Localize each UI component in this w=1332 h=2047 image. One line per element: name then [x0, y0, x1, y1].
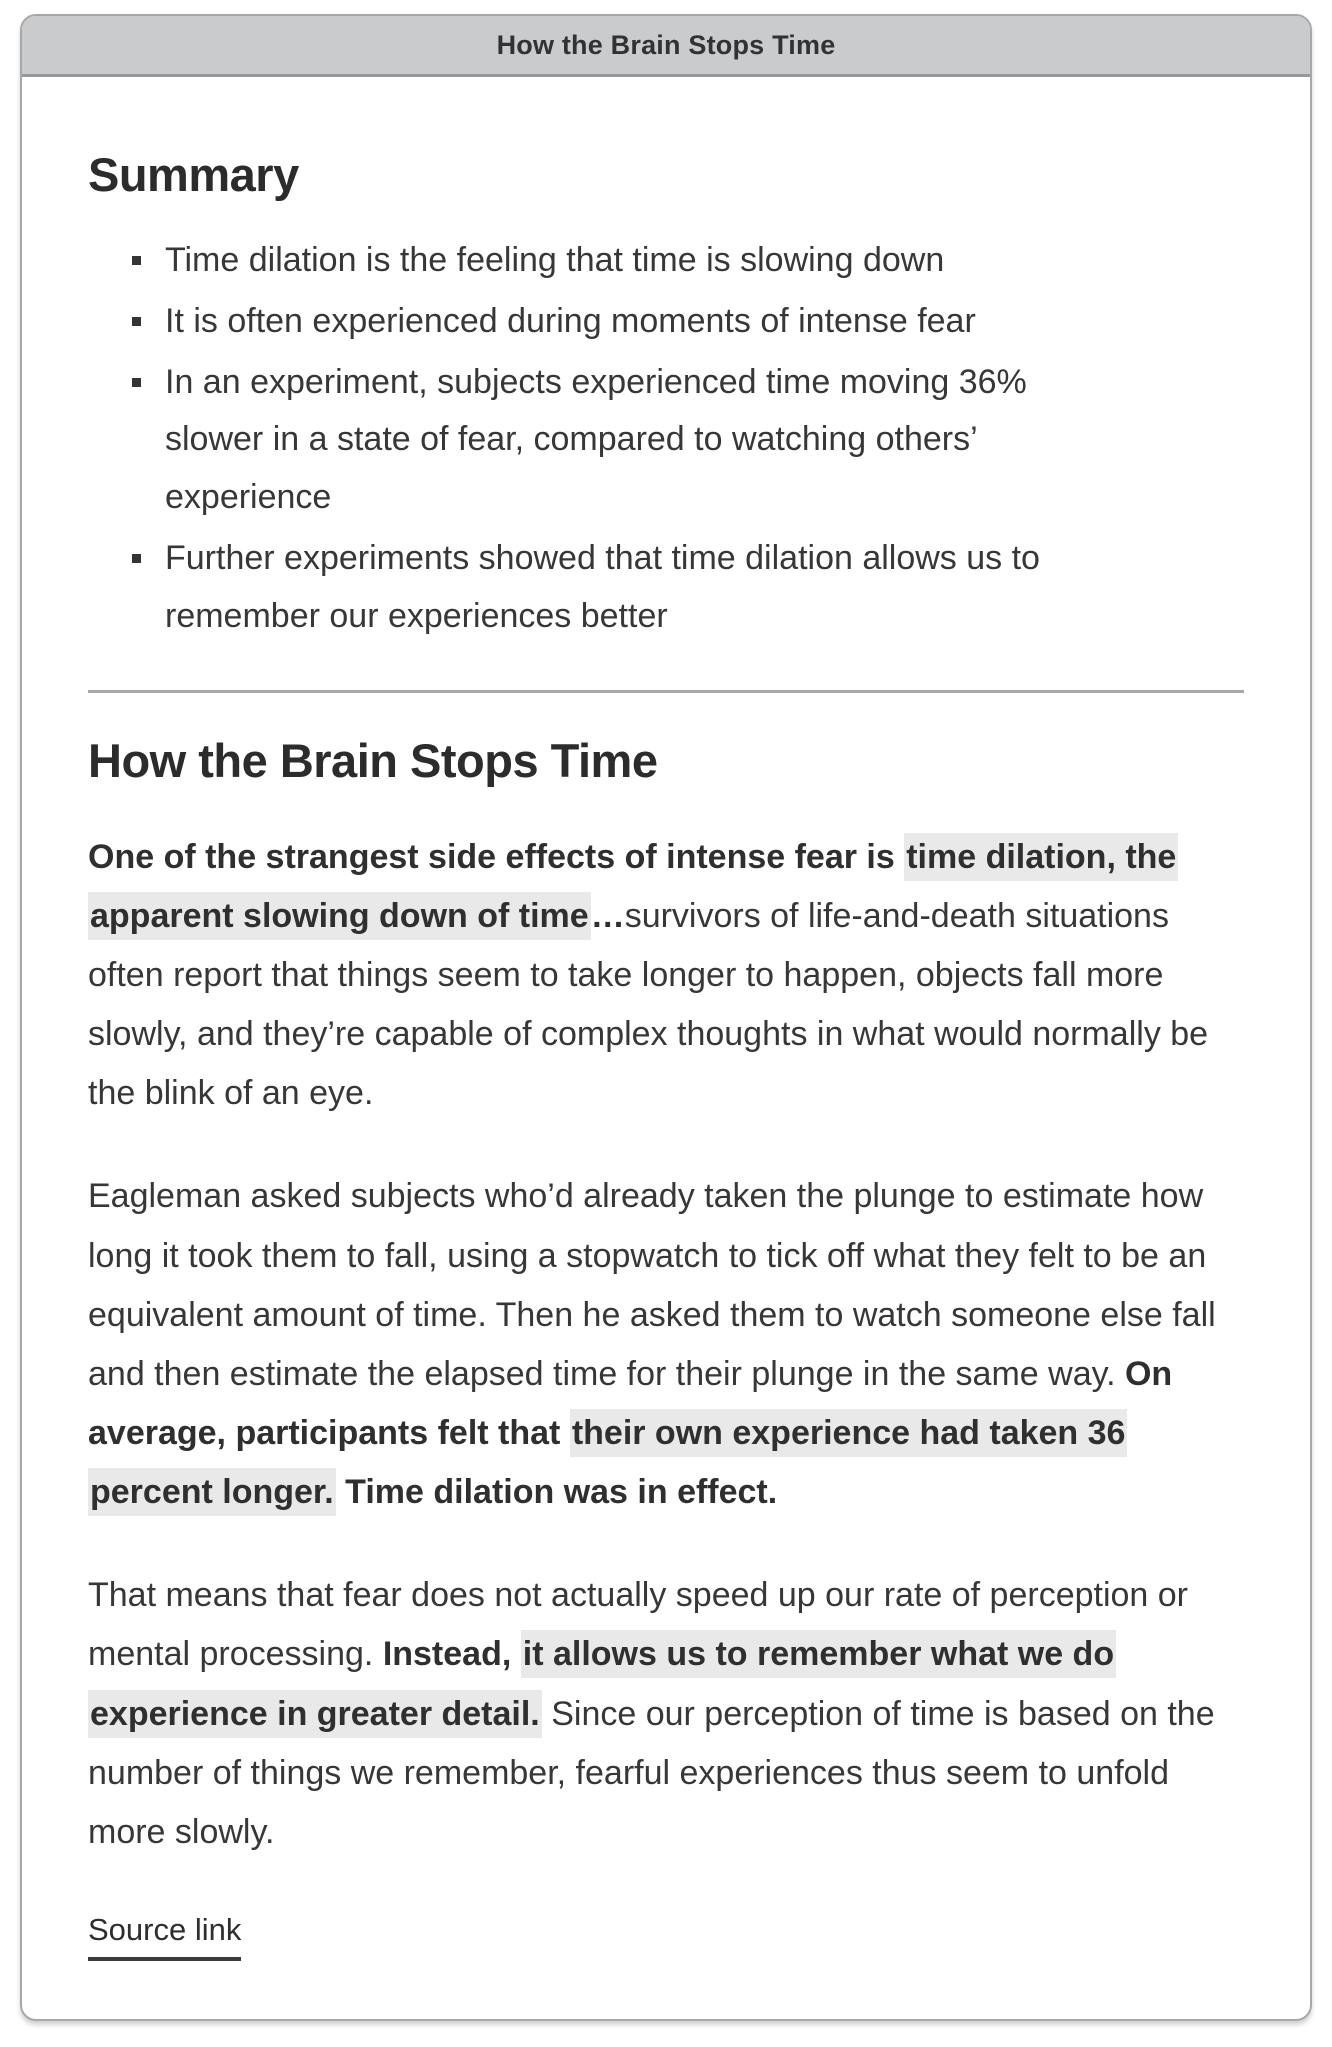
article-heading: How the Brain Stops Time	[88, 733, 658, 787]
section-divider	[88, 690, 1244, 693]
highlighted-text: it allows us to remember what we do experience in greater detail.	[88, 1630, 1116, 1737]
bold-text: On average, participants felt that	[88, 1354, 1173, 1452]
text-segment: Eagleman asked subjects who’d already taken the plunge to estimate how long it took them to fall, using a stopwatch to tick off what they felt to be an equivalent amount of time. Then he asked them to watch someone else fall and then estimate the elapsed time for their plunge in the same way.	[88, 1177, 1216, 1393]
article-paragraph	[88, 1167, 1244, 1522]
summary-bullet-item: Further experiments showed that time dilation allows us to remember our experiences better	[132, 530, 1097, 646]
window-title: How the Brain Stops Time	[496, 30, 836, 60]
article-body	[88, 733, 1244, 1962]
highlighted-text: time dilation, the apparent slowing down of time	[88, 833, 1178, 940]
summary-heading: Summary	[88, 148, 299, 201]
bold-text: One of the strangest side effects of intense fear is	[88, 837, 905, 876]
bold-text: Time dilation was in effect.	[335, 1473, 778, 1512]
article-paragraph	[88, 828, 1244, 1124]
reader-window	[20, 14, 1312, 2021]
text-segment: Since our perception of time is based on the number of things we remember, fearful experiences thus seem to unfold more slowly.	[88, 1694, 1215, 1851]
summary-bullet-item: In an experiment, subjects experienced time moving 36% slower in a state of fear, compared to watching others’ experience	[132, 354, 1097, 527]
bold-text: …	[590, 896, 625, 935]
summary-list	[132, 232, 1244, 646]
highlighted-text: their own experience had taken 36 percent longer.	[88, 1409, 1127, 1516]
window-titlebar[interactable]	[22, 16, 1310, 77]
reader-content	[22, 77, 1310, 2019]
bold-text: Instead,	[382, 1635, 521, 1674]
text-segment: That means that fear does not actually speed up our rate of perception or mental processing.	[88, 1576, 1189, 1674]
summary-bullet-item: Time dilation is the feeling that time is slowing down	[132, 232, 1097, 290]
source-link[interactable]: Source link	[88, 1912, 241, 1961]
text-segment: survivors of life-and-death situations often report that things seem to take longer to happen, objects fall more slowly, and they’re capable of complex thoughts in what would normally be the blink of an eye.	[88, 896, 1209, 1113]
article-paragraph	[88, 1566, 1244, 1862]
article-paragraphs	[88, 828, 1244, 1863]
summary-bullet-item: It is often experienced during moments of intense fear	[132, 293, 1097, 351]
